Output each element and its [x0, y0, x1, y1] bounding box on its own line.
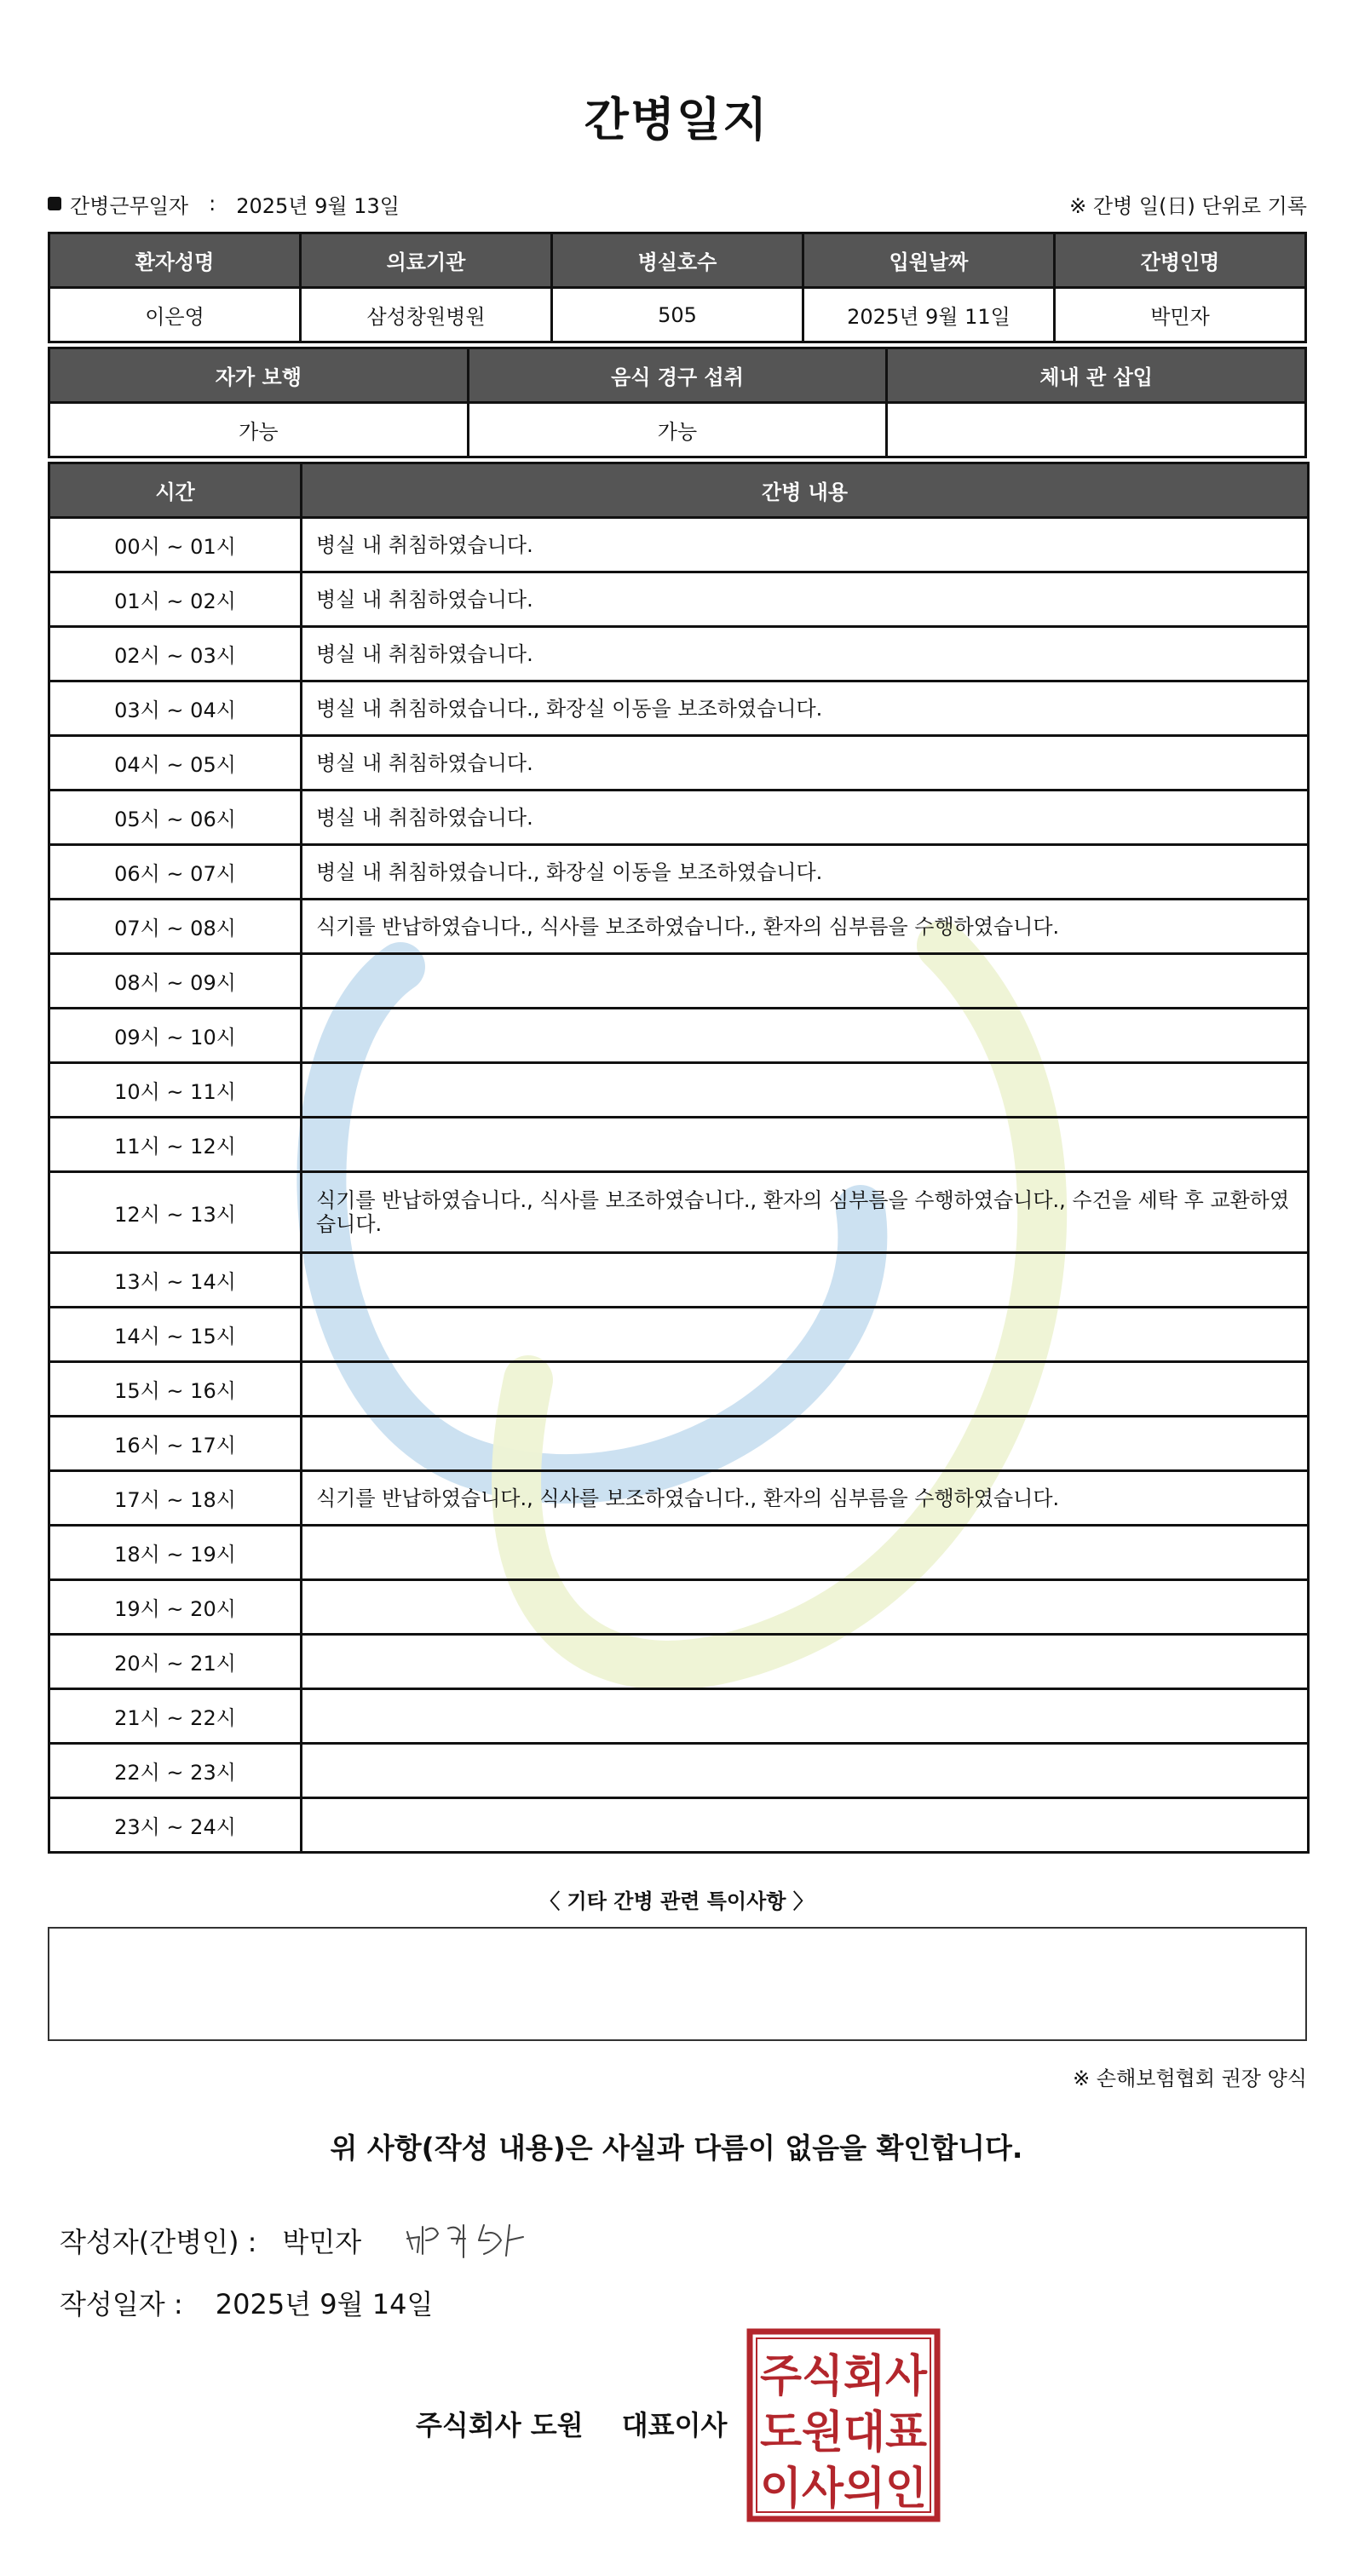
log-content-cell [302, 1635, 1309, 1689]
work-date-separator: : [209, 192, 216, 216]
log-time-cell: 14시 ~ 15시 [49, 1308, 302, 1362]
svg-text:이사의인: 이사의인 [760, 2464, 927, 2515]
document-title: 간병일지 [584, 93, 769, 147]
log-time-cell: 22시 ~ 23시 [49, 1744, 302, 1798]
caregiver-name: 박민자 [1055, 288, 1306, 342]
log-time-cell: 00시 ~ 01시 [49, 518, 302, 572]
log-content-cell [302, 1744, 1309, 1798]
header-patient-name: 환자성명 [49, 233, 301, 288]
log-time-cell: 03시 ~ 04시 [49, 681, 302, 736]
log-row [49, 954, 1309, 1009]
log-content-cell: 식기를 반납하였습니다., 식사를 보조하였습니다., 환자의 심부름을 수행하였습니다. [302, 900, 1309, 954]
header-care-content: 간병 내용 [302, 463, 1309, 518]
log-content-cell: 병실 내 취침하였습니다. [302, 627, 1309, 681]
written-date-value: 2025년 9월 14일 [215, 2288, 434, 2320]
log-time-cell: 06시 ~ 07시 [49, 845, 302, 900]
log-content-cell: 병실 내 취침하였습니다. [302, 791, 1309, 845]
company-name: 주식회사 도원 [416, 2409, 584, 2441]
log-content-cell [302, 1362, 1309, 1417]
log-content-cell [302, 1253, 1309, 1308]
header-room-number: 병실호수 [552, 233, 803, 288]
hospital-name: 삼성창원병원 [301, 288, 552, 342]
header-tube-insertion: 체내 관 삽입 [887, 348, 1306, 403]
log-content-cell: 병실 내 취침하였습니다., 화장실 이동을 보조하였습니다. [302, 681, 1309, 736]
log-row [49, 518, 1309, 572]
admission-date: 2025년 9월 11일 [803, 288, 1055, 342]
log-row [49, 627, 1309, 681]
log-row [49, 1009, 1309, 1063]
log-row [49, 1362, 1309, 1417]
work-date-label: 간병근무일자 [70, 193, 189, 218]
work-date-row [48, 189, 1307, 218]
log-content-cell [302, 1417, 1309, 1471]
log-row [49, 572, 1309, 627]
log-row [49, 736, 1309, 791]
log-content-cell [302, 1580, 1309, 1635]
room-number: 505 [552, 288, 803, 342]
log-time-cell: 18시 ~ 19시 [49, 1526, 302, 1580]
log-content-cell [302, 1118, 1309, 1172]
log-row [49, 681, 1309, 736]
log-time-cell: 15시 ~ 16시 [49, 1362, 302, 1417]
writer-name: 박민자 [282, 2226, 362, 2258]
log-content-cell: 병실 내 취침하였습니다. [302, 518, 1309, 572]
form-note: ※ 손해보험협회 권장 양식 [1073, 2067, 1307, 2090]
header-hospital: 의료기관 [301, 233, 552, 288]
log-row [49, 1689, 1309, 1744]
info-header-row [49, 233, 1306, 288]
log-row [49, 1744, 1309, 1798]
log-content-cell [302, 1308, 1309, 1362]
log-time-cell: 10시 ~ 11시 [49, 1063, 302, 1118]
log-row [49, 845, 1309, 900]
log-time-cell: 11시 ~ 12시 [49, 1118, 302, 1172]
log-time-cell: 17시 ~ 18시 [49, 1471, 302, 1526]
self-walking-value: 가능 [49, 403, 469, 457]
log-content-cell: 병실 내 취침하였습니다. [302, 572, 1309, 627]
log-row [49, 1253, 1309, 1308]
company-seal-stamp [746, 2328, 941, 2522]
header-oral-intake: 음식 경구 섭취 [468, 348, 887, 403]
log-time-cell: 04시 ~ 05시 [49, 736, 302, 791]
patient-ability-table [48, 347, 1307, 458]
log-time-cell: 16시 ~ 17시 [49, 1417, 302, 1471]
confirmation-statement: 위 사항(작성 내용)은 사실과 다름이 없음을 확인합니다. [330, 2131, 1023, 2165]
written-date-label: 작성일자 : [60, 2288, 183, 2320]
log-time-cell: 02시 ~ 03시 [49, 627, 302, 681]
log-content-cell [302, 1798, 1309, 1853]
log-content-cell: 병실 내 취침하였습니다. [302, 736, 1309, 791]
remarks-title: 〈 기타 간병 관련 특이사항 〉 [539, 1889, 814, 1913]
patient-name: 이은영 [49, 288, 301, 342]
log-row [49, 1526, 1309, 1580]
log-content-cell [302, 1526, 1309, 1580]
log-content-cell [302, 954, 1309, 1009]
info-value-row [49, 288, 1306, 342]
header-admission-date: 입원날짜 [803, 233, 1055, 288]
svg-text:도원대표: 도원대표 [760, 2407, 927, 2458]
log-row [49, 1063, 1309, 1118]
log-time-cell: 23시 ~ 24시 [49, 1798, 302, 1853]
oral-intake-value: 가능 [468, 403, 887, 457]
work-date-value: 2025년 9월 13일 [236, 193, 400, 218]
log-row [49, 1635, 1309, 1689]
unit-note: ※ 간병 일(日) 단위로 기록 [1069, 193, 1307, 218]
writer-line [60, 2215, 545, 2266]
handwritten-signature [400, 2215, 545, 2266]
log-content-cell: 병실 내 취침하였습니다., 화장실 이동을 보조하였습니다. [302, 845, 1309, 900]
log-content-cell [302, 1689, 1309, 1744]
header-caregiver-name: 간병인명 [1055, 233, 1306, 288]
written-date-line [60, 2283, 433, 2322]
log-row [49, 1172, 1309, 1253]
representative-title: 대표이사 [621, 2409, 728, 2441]
remarks-box [48, 1927, 1307, 2041]
log-content-cell: 식기를 반납하였습니다., 식사를 보조하였습니다., 환자의 심부름을 수행하였습니다., 수건을 세탁 후 교환하였습니다. [302, 1172, 1309, 1253]
log-content-cell: 식기를 반납하였습니다., 식사를 보조하였습니다., 환자의 심부름을 수행하였습니다. [302, 1471, 1309, 1526]
log-time-cell: 19시 ~ 20시 [49, 1580, 302, 1635]
log-content-cell [302, 1063, 1309, 1118]
log-time-cell: 12시 ~ 13시 [49, 1172, 302, 1253]
log-header-row [49, 463, 1309, 518]
tube-insertion-value [887, 403, 1306, 457]
log-time-cell: 21시 ~ 22시 [49, 1689, 302, 1744]
ability-header-row [49, 348, 1306, 403]
log-row [49, 900, 1309, 954]
log-time-cell: 20시 ~ 21시 [49, 1635, 302, 1689]
log-content-cell [302, 1009, 1309, 1063]
header-time: 시간 [49, 463, 302, 518]
care-log-table [48, 462, 1310, 1854]
log-time-cell: 08시 ~ 09시 [49, 954, 302, 1009]
ability-value-row [49, 403, 1306, 457]
svg-text:주식회사: 주식회사 [760, 2351, 928, 2402]
company-line [416, 2404, 727, 2443]
log-time-cell: 07시 ~ 08시 [49, 900, 302, 954]
log-row [49, 1417, 1309, 1471]
log-time-cell: 05시 ~ 06시 [49, 791, 302, 845]
log-row [49, 1118, 1309, 1172]
header-self-walking: 자가 보행 [49, 348, 469, 403]
log-time-cell: 13시 ~ 14시 [49, 1253, 302, 1308]
log-row [49, 1471, 1309, 1526]
log-time-cell: 09시 ~ 10시 [49, 1009, 302, 1063]
log-row [49, 791, 1309, 845]
patient-info-table [48, 232, 1307, 343]
log-row [49, 1798, 1309, 1853]
log-row [49, 1580, 1309, 1635]
log-row [49, 1308, 1309, 1362]
writer-label: 작성자(간병인) : [60, 2226, 257, 2258]
square-bullet-icon [48, 197, 61, 210]
log-time-cell: 01시 ~ 02시 [49, 572, 302, 627]
